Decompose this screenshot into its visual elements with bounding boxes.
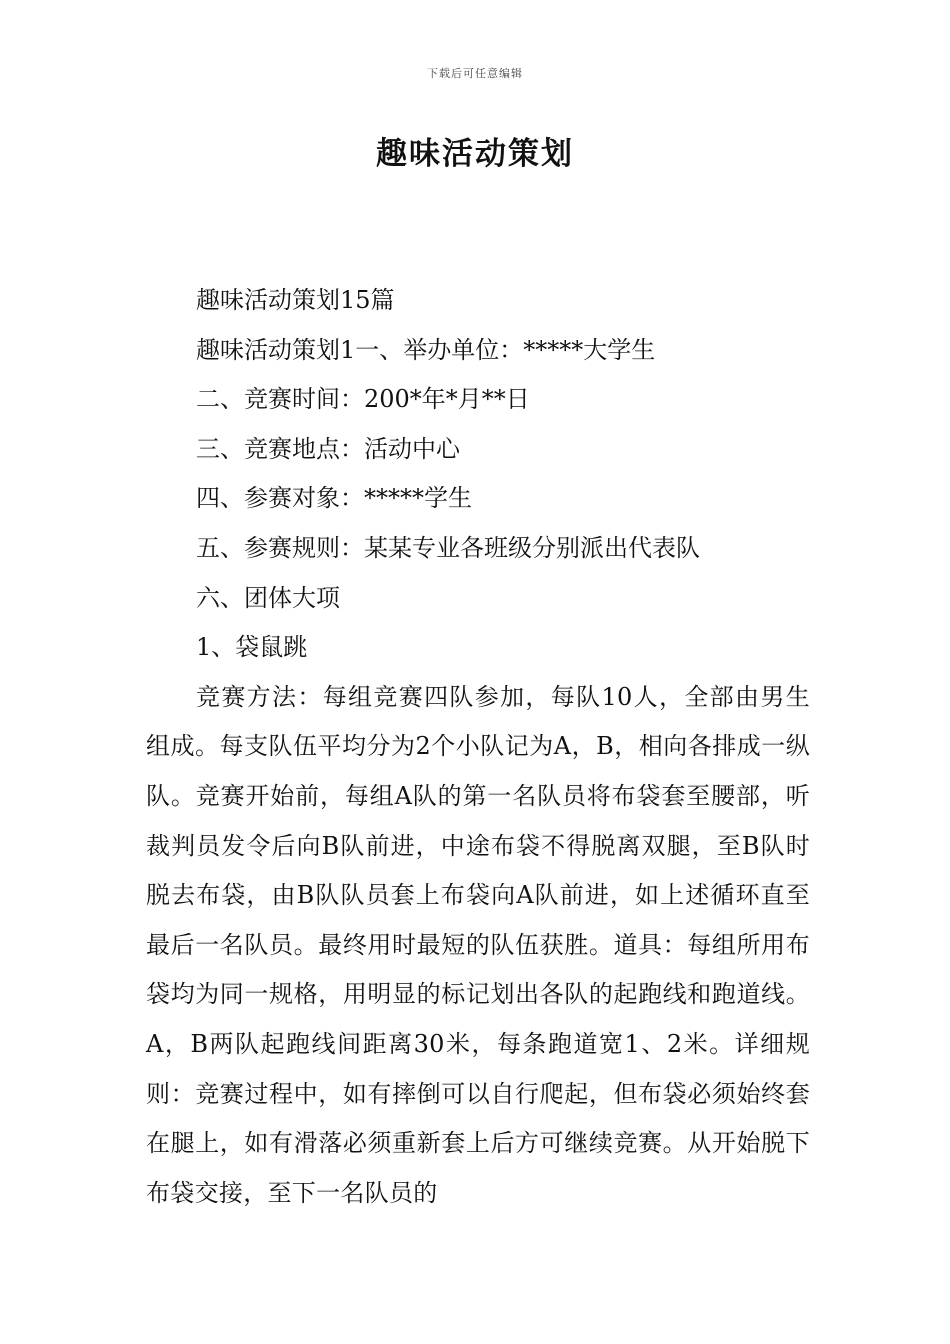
body-line-rules: 五、参赛规则：某某专业各班级分别派出代表队 [196,533,700,562]
body-line-kangaroo-jump: 1、袋鼠跳 [196,633,308,662]
document-body [146,276,810,1218]
body-line-participants: 四、参赛对象：*****学生 [196,484,472,513]
document-title: 趣味活动策划 [376,136,574,172]
body-line-team-events: 六、团体大项 [196,583,340,612]
header-note: 下载后可任意编辑 [427,67,523,80]
body-line-organizer: 趣味活动策划1一、举办单位：*****大学生 [196,335,656,364]
body-line-heading: 趣味活动策划15篇 [196,286,395,314]
body-paragraph-method: 竞赛方法：每组竞赛四队参加，每队10人，全部由男生组成。每支队伍平均分为2个小队记为A，B，相向各排成一纵队。竞赛开始前，每组A队的第一名队员将布袋套至腰部，听裁判员发令后向B队前进，中途布袋不得脱离双腿，至B队时脱去布袋，由B队队员套上布袋向A队前进，如上述循环直至最后一名队员。最终用时最短的队伍获胜。道具：每组所用布袋均为同一规格，用明显的标记划出各队的起跑线和跑道线。A，B两队起跑线间距离30米，每条跑道宽1、2米。详细规则：竞赛过程中，如有摔倒可以自行爬起，但布袋必须始终套在腿上，如有滑落必须重新套上后方可继续竞赛。从开始脱下布袋交接，至下一名队员的 [146,682,810,1207]
body-line-time: 二、竞赛时间：200*年*月**日 [196,385,530,414]
body-line-location: 三、竞赛地点：活动中心 [196,434,460,463]
